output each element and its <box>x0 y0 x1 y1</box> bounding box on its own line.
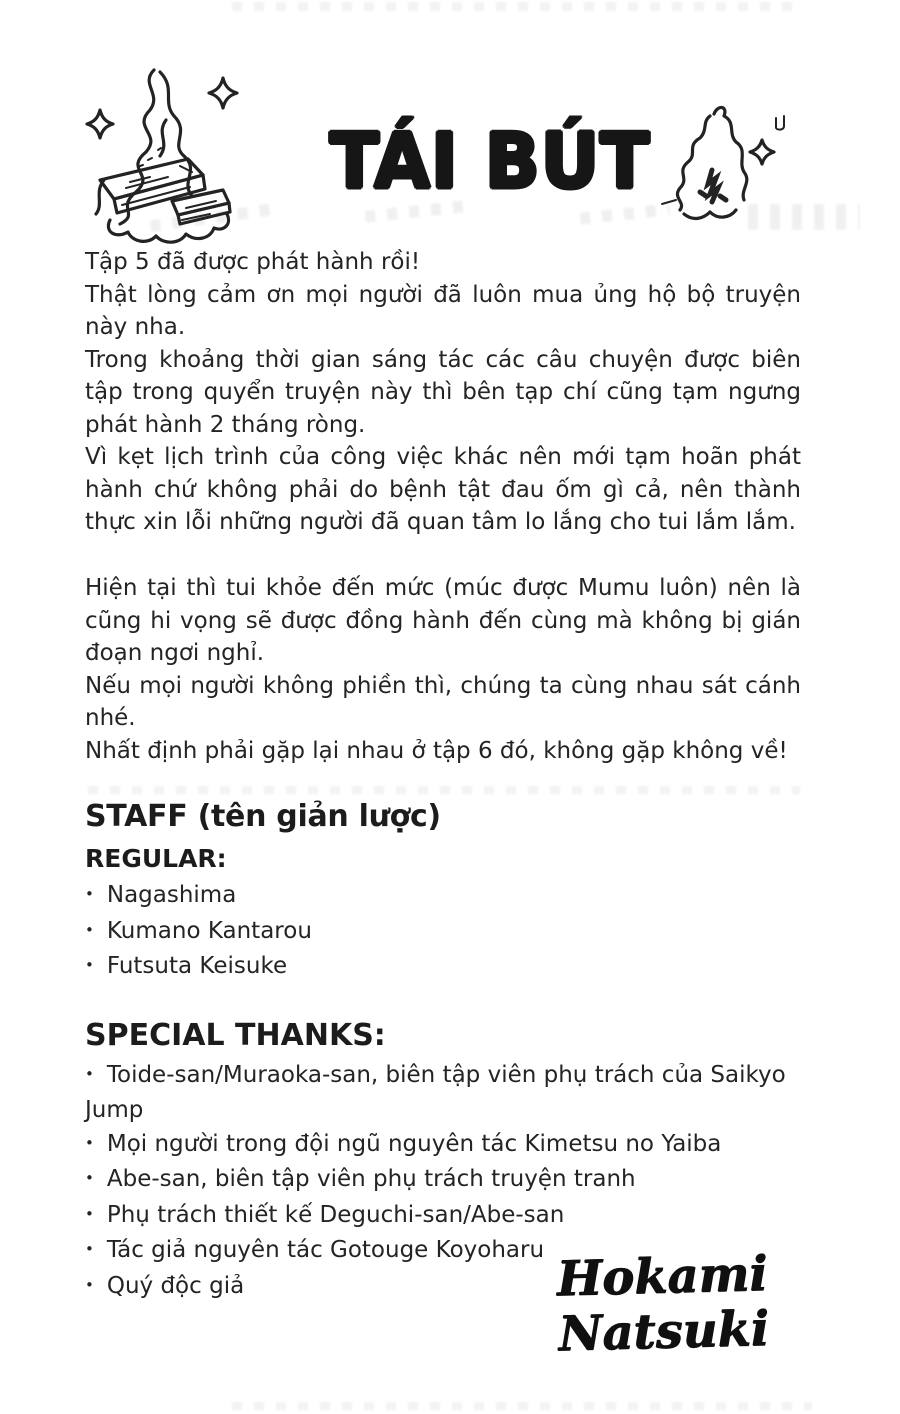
staff-member: Futsuta Keisuke <box>106 953 288 979</box>
bullet-icon: • <box>85 1204 94 1223</box>
thanks-entry: Quý độc giả <box>106 1272 245 1299</box>
staff-section <box>85 799 801 1305</box>
paragraph: Tập 5 đã được phát hành rồi! <box>85 249 421 275</box>
paragraph: Thật lòng cảm ơn mọi người đã luôn mua ủng hộ bộ truyện này nha. <box>85 281 801 340</box>
paragraph: Trong khoảng thời gian sáng tác các câu chuyện được biên tập trong quyển truyện này thì bên tạp chí cũng tạm ngưng phát hành 2 tháng ròng. <box>85 346 801 438</box>
afterword-text-block-2 <box>85 572 801 767</box>
paragraph: Hiện tại thì tui khỏe đến mức (múc được Mumu luôn) nên là cũng hi vọng sẽ được đồng hành đến cùng mà không bị gián đoạn ngơi nghỉ. <box>85 575 801 666</box>
list-item <box>85 915 801 951</box>
thanks-entry: Abe-san, biên tập viên phụ trách truyện tranh <box>106 1166 636 1192</box>
bullet-icon: • <box>85 920 94 939</box>
page-title: TÁI BÚT <box>329 116 651 206</box>
afterword-text-block-1 <box>85 246 801 539</box>
bullet-icon: • <box>85 1064 94 1083</box>
list-item <box>85 879 801 915</box>
ghost-text-smudge <box>88 786 800 794</box>
list-item <box>85 950 801 986</box>
bullet-icon: • <box>85 956 94 974</box>
bullet-icon: • <box>85 1169 94 1187</box>
campfire-icon <box>70 62 248 252</box>
bullet-icon: • <box>85 885 94 903</box>
special-thanks-heading: SPECIAL THANKS: <box>85 1017 386 1053</box>
staff-heading: STAFF (tên giản lược) <box>85 799 441 834</box>
thanks-entry: Tác giả nguyên tác Gotouge Koyoharu <box>106 1237 545 1263</box>
ghost-text-smudge <box>232 2 802 11</box>
thanks-entry: Phụ trách thiết kế Deguchi-san/Abe-san <box>106 1201 565 1228</box>
thanks-entry: Toide-san/Muraoka-san, biên tập viên phụ trách của Saikyo Jump <box>85 1061 786 1123</box>
list-item <box>85 1059 801 1128</box>
list-item <box>85 1128 801 1164</box>
paragraph: Nếu mọi người không phiền thì, chúng ta cùng nhau sát cánh nhé. <box>85 672 801 731</box>
bullet-icon: • <box>85 1133 94 1152</box>
signature-line: Natsuki <box>557 1300 770 1362</box>
staff-member: Nagashima <box>106 882 237 908</box>
list-item <box>85 1199 801 1235</box>
author-signature <box>517 1247 770 1363</box>
list-item <box>85 1163 801 1199</box>
ghost-text-smudge <box>232 1402 812 1410</box>
flame-icon <box>660 96 795 231</box>
signature-line: Hokami <box>555 1245 768 1308</box>
paragraph: Vì kẹt lịch trình của công việc khác nên mới tạm hoãn phát hành chứ không phải do bệnh tật đau ốm gì cả, nên thành thực xin lỗi những người đã quan tâm lo lắng cho tui lắm lắm. <box>85 444 801 535</box>
regular-heading: REGULAR: <box>85 844 227 873</box>
paragraph: Nhất định phải gặp lại nhau ở tập 6 đó, không gặp không về! <box>85 737 788 764</box>
bullet-icon: • <box>85 1275 94 1294</box>
staff-member: Kumano Kantarou <box>106 917 312 944</box>
thanks-entry: Mọi người trong đội ngũ nguyên tác Kimetsu no Yaiba <box>106 1130 722 1157</box>
bullet-icon: • <box>85 1240 94 1258</box>
